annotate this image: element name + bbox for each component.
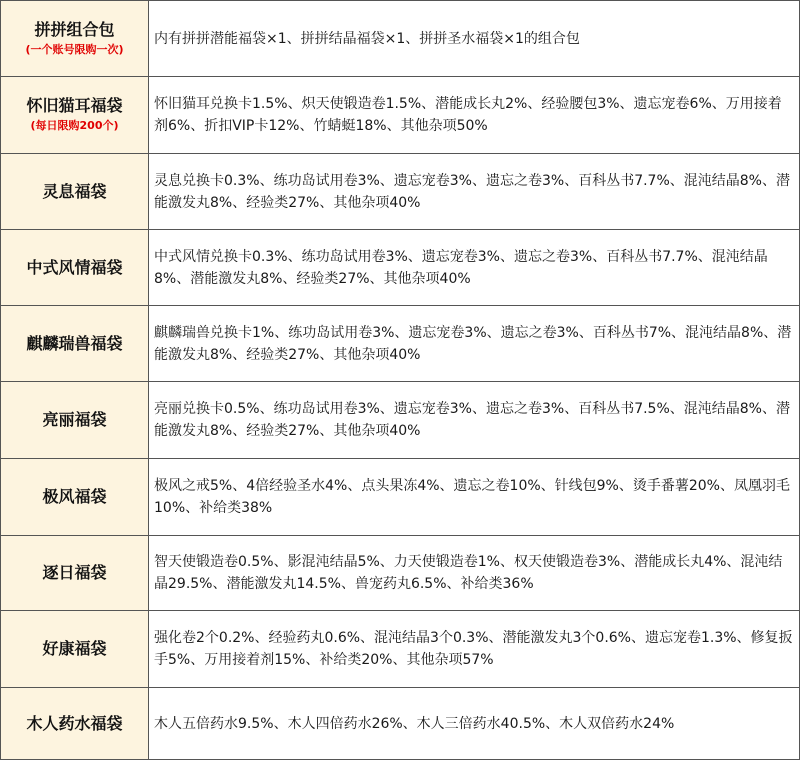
bag-contents: 怀旧猫耳兑换卡1.5%、炽天使锻造卷1.5%、潜能成长丸2%、经验腰包3%、遗忘宠卷6%、万用接着剂6%、折扣VIP卡12%、竹蜻蜓18%、其他杂项50% [149,77,800,154]
bag-name: 木人药水福袋 [26,713,123,733]
bag-name-cell [1,459,149,536]
bag-name: 亮丽福袋 [42,410,107,429]
bag-name: 中式风情福袋 [26,257,123,277]
bag-name: 好康福袋 [42,639,107,658]
bag-name-cell [1,306,149,382]
table-row [1,611,800,688]
bag-contents: 中式风情兑换卡0.3%、练功岛试用卷3%、遗忘宠卷3%、遗忘之卷3%、百科丛书7.7%、混沌结晶8%、潜能激发丸8%、经验类27%、其他杂项40% [149,230,800,306]
bag-contents: 木人五倍药水9.5%、木人四倍药水26%、木人三倍药水40.5%、木人双倍药水24% [149,688,800,760]
table-row [1,230,800,306]
table-row [1,1,800,77]
bag-name-cell [1,536,149,611]
table-row [1,459,800,536]
table-row [1,382,800,459]
bag-name-cell [1,154,149,230]
bag-name: 灵息福袋 [42,181,107,201]
table-row [1,77,800,154]
bag-contents: 麒麟瑞兽兑换卡1%、练功岛试用卷3%、遗忘宠卷3%、遗忘之卷3%、百科丛书7%、混沌结晶8%、潜能激发丸8%、经验类27%、其他杂项40% [149,306,800,382]
purchase-limit-note: (每日限购200个) [30,119,119,132]
bag-name: 麒麟瑞兽福袋 [26,333,123,353]
bag-name-cell [1,230,149,306]
bag-name: 逐日福袋 [42,563,107,582]
bag-contents: 灵息兑换卡0.3%、练功岛试用卷3%、遗忘宠卷3%、遗忘之卷3%、百科丛书7.7%、混沌结晶8%、潜能激发丸8%、经验类27%、其他杂项40% [149,154,800,230]
bag-name-cell [1,1,149,77]
table-row [1,306,800,382]
bag-name-cell [1,382,149,459]
bag-name: 极风福袋 [42,487,107,506]
bag-name-cell [1,611,149,688]
table-row [1,536,800,611]
bag-contents: 智天使锻造卷0.5%、影混沌结晶5%、力天使锻造卷1%、权天使锻造卷3%、潜能成长丸4%、混沌结晶29.5%、潜能激发丸14.5%、兽宠药丸6.5%、补给类36% [149,536,800,611]
bag-name: 怀旧猫耳福袋 [26,96,123,115]
bag-contents: 极风之戒5%、4倍经验圣水4%、点头果冻4%、遗忘之卷10%、针线包9%、烫手番薯20%、凤凰羽毛10%、补给类38% [149,459,800,536]
table-row [1,688,800,760]
bag-contents: 内有拼拼潜能福袋×1、拼拼结晶福袋×1、拼拼圣水福袋×1的组合包 [149,1,800,77]
purchase-limit-note: (一个账号限购一次) [25,42,124,56]
bag-contents: 强化卷2个0.2%、经验药丸0.6%、混沌结晶3个0.3%、潜能激发丸3个0.6%、遗忘宠卷1.3%、修复扳手5%、万用接着剂15%、补给类20%、其他杂项57% [149,611,800,688]
bag-name-cell [1,77,149,154]
bag-name-cell [1,688,149,760]
bag-contents: 亮丽兑换卡0.5%、练功岛试用卷3%、遗忘宠卷3%、遗忘之卷3%、百科丛书7.5%、混沌结晶8%、潜能激发丸8%、经验类27%、其他杂项40% [149,382,800,459]
table-row [1,154,800,230]
bag-name: 拼拼组合包 [34,19,115,39]
